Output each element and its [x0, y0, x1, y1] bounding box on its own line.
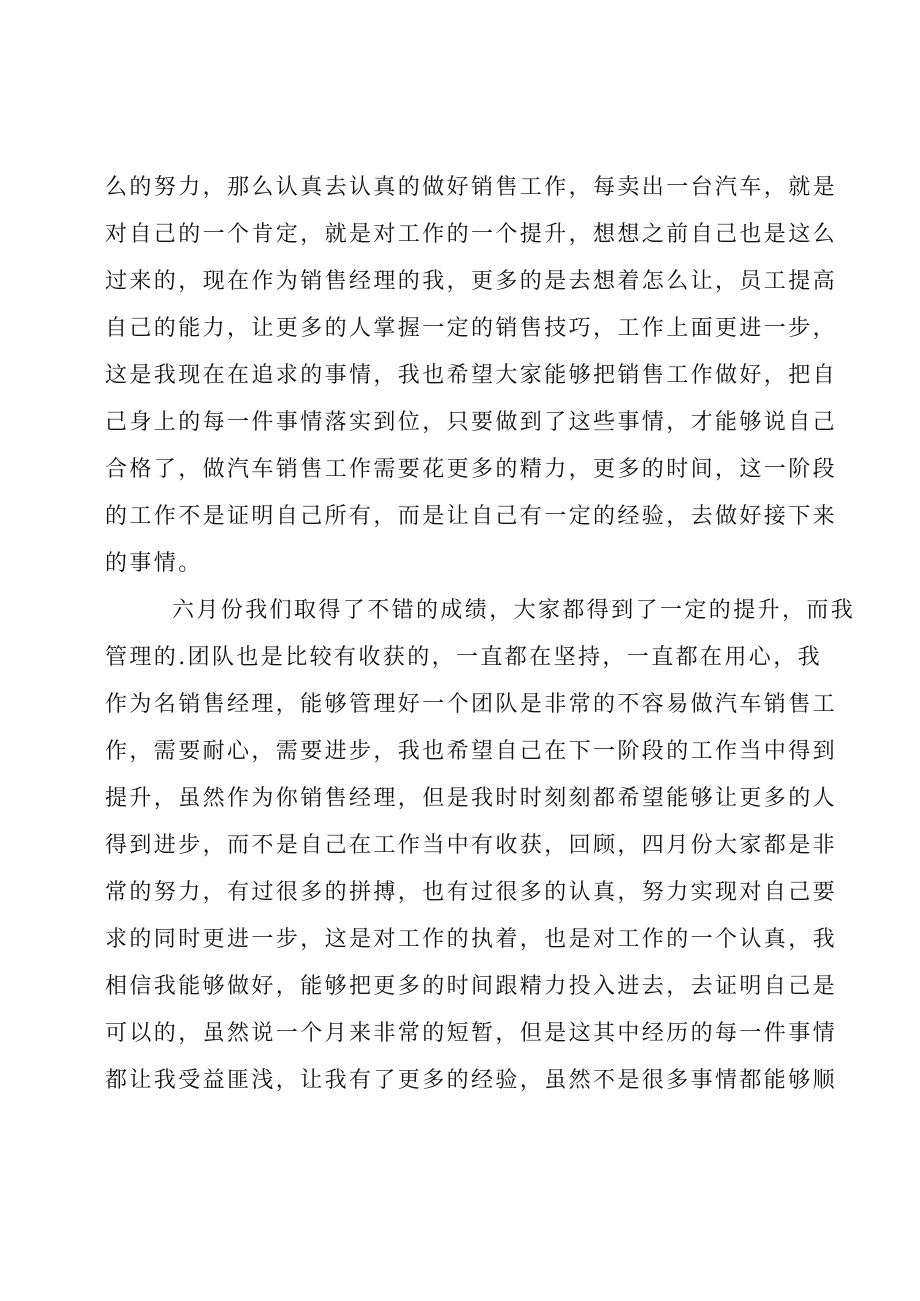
paragraph-2-line-6: 得到进步，而不是自己在工作当中有收获，回顾，四月份大家都是非 [105, 833, 838, 858]
paragraph-1-line-8: 的工作不是证明自己所有，而是让自己有一定的经验，去做好接下来 [105, 504, 838, 529]
paragraph-1-line-3: 过来的，现在作为销售经理的我，更多的是去想着怎么让，员工提高 [105, 269, 838, 294]
paragraph-2-line-3: 作为名销售经理，能够管理好一个团队是非常的不容易做汽车销售工 [105, 692, 838, 717]
paragraph-1-line-7: 合格了，做汽车销售工作需要花更多的精力，更多的时间，这一阶段 [105, 457, 838, 482]
paragraph-1-line-9: 的事情。 [105, 551, 203, 576]
paragraph-2-line-7: 常的努力，有过很多的拼搏，也有过很多的认真，努力实现对自己要 [105, 880, 838, 905]
paragraph-2-line-8: 求的同时更进一步，这是对工作的执着，也是对工作的一个认真，我 [105, 927, 838, 952]
paragraph-1-line-2: 对自己的一个肯定，就是对工作的一个提升，想想之前自己也是这么 [105, 222, 838, 247]
paragraph-2-line-4: 作，需要耐心，需要进步，我也希望自己在下一阶段的工作当中得到 [105, 739, 838, 764]
paragraph-2-line-1: 六月份我们取得了不错的成绩，大家都得到了一定的提升，而我 [172, 598, 856, 623]
paragraph-2-line-5: 提升，虽然作为你销售经理，但是我时时刻刻都希望能够让更多的人 [105, 786, 838, 811]
paragraph-2-line-10: 可以的，虽然说一个月来非常的短暂，但是这其中经历的每一件事情 [105, 1021, 838, 1046]
paragraph-1-line-6: 己身上的每一件事情落实到位，只要做到了这些事情，才能够说自己 [105, 410, 838, 435]
paragraph-2-line-9: 相信我能够做好，能够把更多的时间跟精力投入进去，去证明自己是 [105, 974, 838, 999]
paragraph-1-line-4: 自己的能力，让更多的人掌握一定的销售技巧，工作上面更进一步， [105, 316, 838, 341]
paragraph-2-line-2: 管理的.团队也是比较有收获的，一直都在坚持，一直都在用心，我 [105, 645, 822, 670]
paragraph-1-line-5: 这是我现在在追求的事情，我也希望大家能够把销售工作做好，把自 [105, 363, 838, 388]
paragraph-2-line-11: 都让我受益匪浅，让我有了更多的经验，虽然不是很多事情都能够顺 [105, 1068, 838, 1093]
paragraph-1-line-1: 么的努力，那么认真去认真的做好销售工作，每卖出一台汽车，就是 [105, 175, 838, 200]
